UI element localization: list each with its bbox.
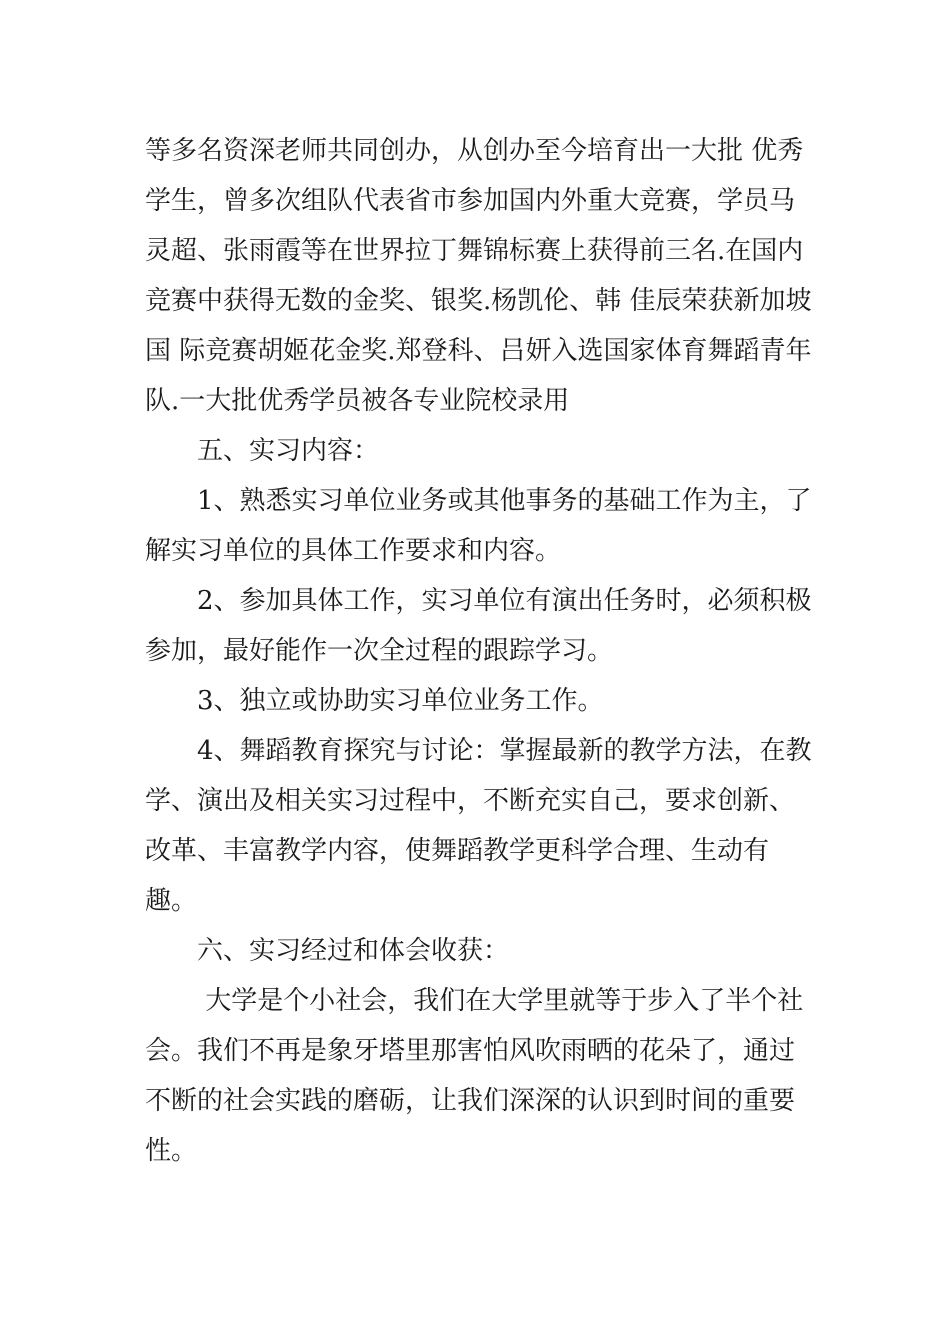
list-item-4: 4、舞蹈教育探究与讨论：掌握最新的教学方法，在教学、演出及相关实习过程中，不断充实自己，要求创新、改革、丰富教学内容，使舞蹈教学更科学合理、生动有趣。 [145, 736, 812, 916]
section-heading-experience: 六、实习经过和体会收获： [197, 936, 510, 966]
list-item-2: 2、参加具体工作，实习单位有演出任务时，必须积极参加，最好能作一次全过程的跟踪学习。 [145, 586, 812, 666]
section-heading-internship-content: 五、实习内容： [197, 436, 380, 466]
paragraph-experience: 大学是个小社会，我们在大学里就等于步入了半个社会。我们不再是象牙塔里那害怕风吹雨晒的花朵了，通过不断的社会实践的磨砺，让我们深深的认识到时间的重要性。 [145, 986, 804, 1166]
list-item-3: 3、独立或协助实习单位业务工作。 [197, 686, 604, 716]
document-body [145, 126, 815, 1176]
paragraph-intro-continuation: 等多名资深老师共同创办，从创办至今培育出一大批 优秀学生，曾多次组队代表省市参加国内外重大竞赛，学员马灵超、张雨霞等在世界拉丁舞锦标赛上获得前三名.在国内竞赛中获得无数的金奖、银奖.杨凯伦、韩 佳辰荣获新加坡国 际竞赛胡姬花金奖.郑登科、吕妍入选国家体育舞蹈青年队.一大批优秀学员被各专业院校录用 [145, 136, 812, 416]
list-item-1: 1、熟悉实习单位业务或其他事务的基础工作为主，了解实习单位的具体工作要求和内容。 [145, 486, 812, 566]
